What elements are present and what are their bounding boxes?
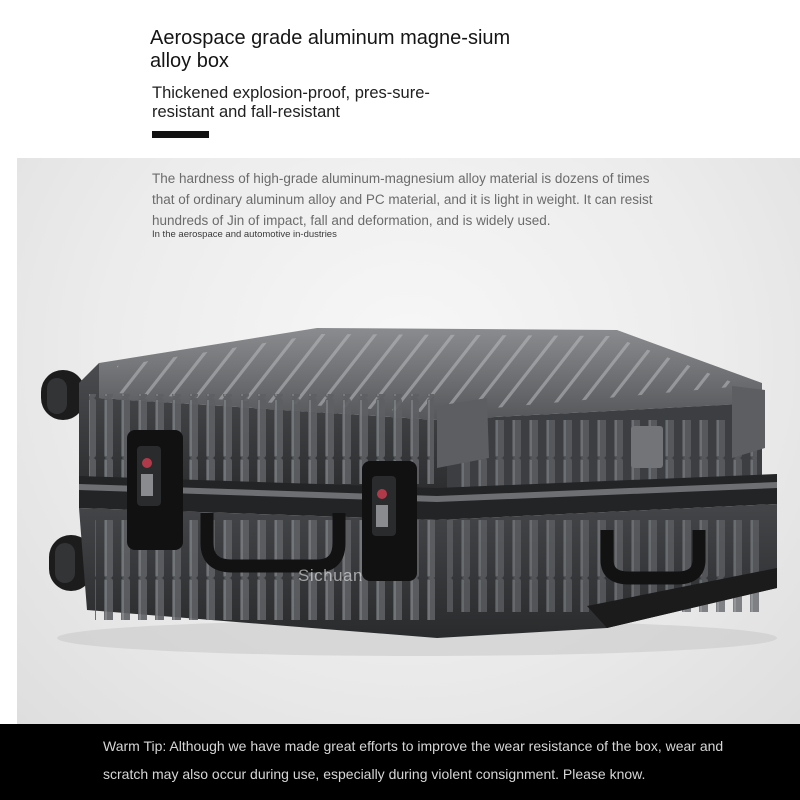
latch-left	[127, 430, 183, 550]
warm-tip: Warm Tip: Although we have made great efforts to improve the wear resistance of the box, wear and scratch may also occur during use, especially during violent consignment. Please know.	[103, 738, 724, 782]
page-subtitle: Thickened explosion-proof, pres-sure-resistant and fall-resistant	[152, 84, 430, 121]
header-section	[0, 0, 800, 158]
usage-note: In the aerospace and automotive in-dustries	[152, 229, 337, 240]
material-description: The hardness of high-grade aluminum-magnesium alloy material is dozens of times that of ordinary aluminum alloy and PC material, and it is light in weight. It can resist hundreds of Jin of impact, fall and deformation, and is widely used.	[152, 171, 653, 228]
watermark: Sichuan	[298, 566, 363, 585]
latch-right	[362, 461, 417, 581]
accent-bar	[152, 131, 209, 138]
page-title: Aerospace grade aluminum magne-sium alloy box	[150, 27, 511, 72]
suitcase-illustration	[17, 158, 800, 724]
